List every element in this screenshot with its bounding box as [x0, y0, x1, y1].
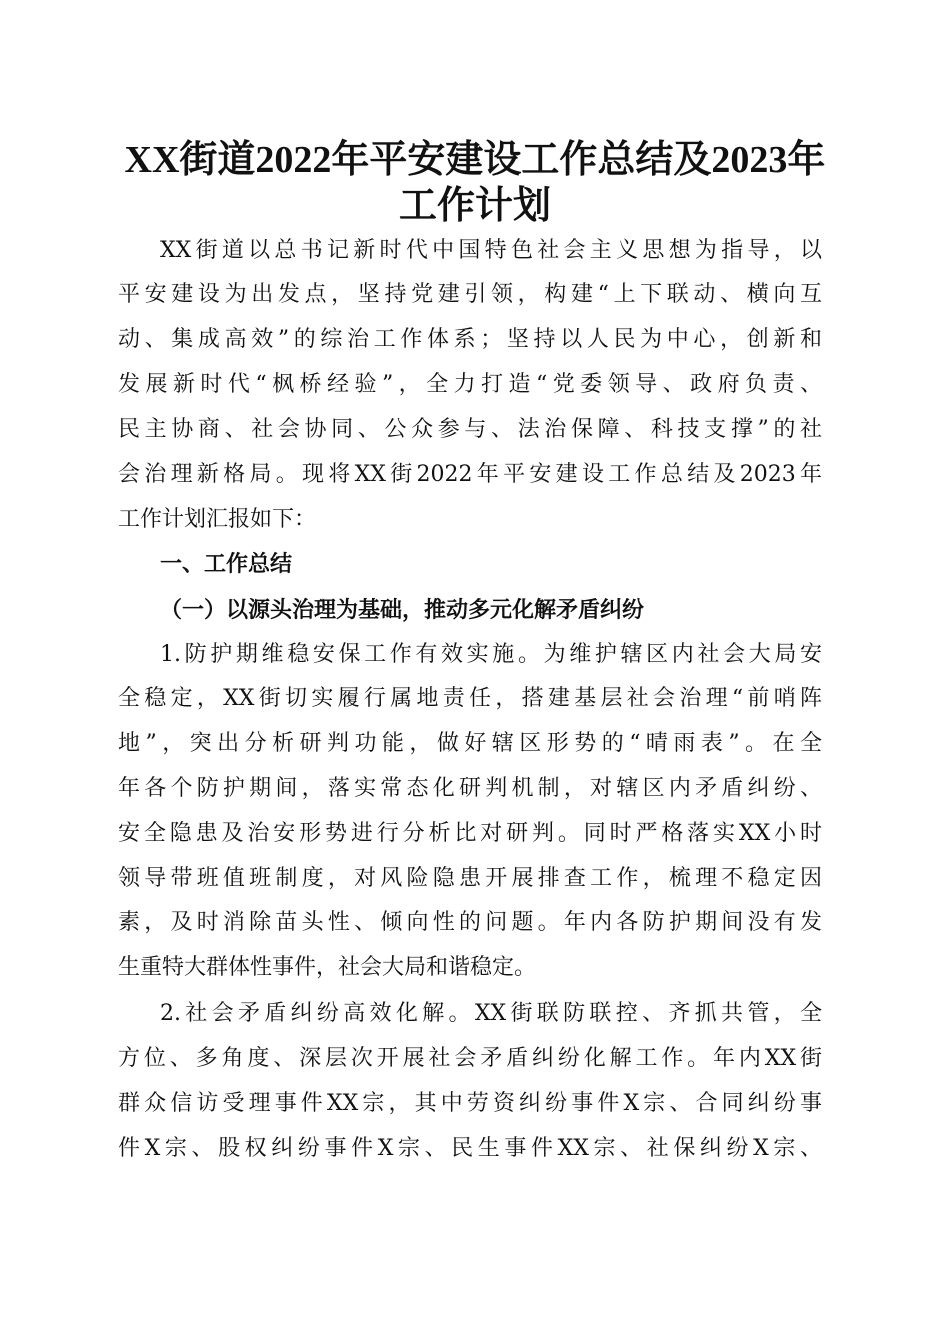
- intro-line-5: 民主协商、社会协同、公众参与、法治保障、科技支撑”的社: [118, 417, 822, 442]
- intro-line-3: 动、集成高效”的综治工作体系；坚持以人民为中心，创新和: [118, 327, 822, 352]
- intro-line-4: 发展新时代“枫桥经验”，全力打造“党委领导、政府负责、: [118, 372, 822, 397]
- intro-line-7: 工作计划汇报如下：: [118, 507, 317, 532]
- intro-line-2: 平安建设为出发点，坚持党建引领，构建“上下联动、横向互: [118, 282, 822, 307]
- intro-line-6: 会治理新格局。现将XX街2022年平安建设工作总结及2023年: [118, 462, 822, 487]
- item-2-line-2: 方位、多角度、深层次开展社会矛盾纠纷化解工作。年内XX街: [118, 1046, 822, 1071]
- item-1-line-8: 生重特大群体性事件，社会大局和谐稳定。: [118, 955, 537, 980]
- item-1-line-2: 全稳定，XX街切实履行属地责任，搭建基层社会治理“前哨阵: [118, 686, 822, 711]
- intro-line-1: XX街道以总书记新时代中国特色社会主义思想为指导，以: [160, 238, 822, 263]
- item-1-line-3: 地”，突出分析研判功能，做好辖区形势的“晴雨表”。在全: [118, 731, 822, 756]
- item-1-line-5: 安全隐患及治安形势进行分析比对研判。同时严格落实XX小时: [118, 821, 822, 846]
- section-heading-work-summary: 一、工作总结: [160, 552, 293, 577]
- item-1-line-4: 年各个防护期间，落实常态化研判机制，对辖区内矛盾纠纷、: [118, 776, 822, 801]
- item-1-line-6: 领导带班值班制度，对风险隐患开展排查工作，梳理不稳定因: [118, 866, 822, 891]
- subsection-heading-1: （一）以源头治理为基础，推动多元化解矛盾纠纷: [160, 597, 645, 623]
- document-title-line-1: XX街道2022年平安建设工作总结及2023年: [124, 139, 826, 181]
- item-1-line-1: 1.防护期维稳安保工作有效实施。为维护辖区内社会大局安: [160, 642, 822, 667]
- item-2-line-4: 件X宗、股权纠纷事件X宗、民生事件XX宗、社保纠纷X宗、: [118, 1136, 822, 1161]
- item-2-line-3: 群众信访受理事件XX宗，其中劳资纠纷事件X宗、合同纠纷事: [118, 1091, 822, 1116]
- item-1-line-7: 素，及时消除苗头性、倾向性的问题。年内各防护期间没有发: [118, 910, 822, 935]
- document-title-line-2: 工作计划: [398, 185, 551, 227]
- item-2-line-1: 2.社会矛盾纠纷高效化解。XX街联防联控、齐抓共管，全: [160, 1001, 822, 1026]
